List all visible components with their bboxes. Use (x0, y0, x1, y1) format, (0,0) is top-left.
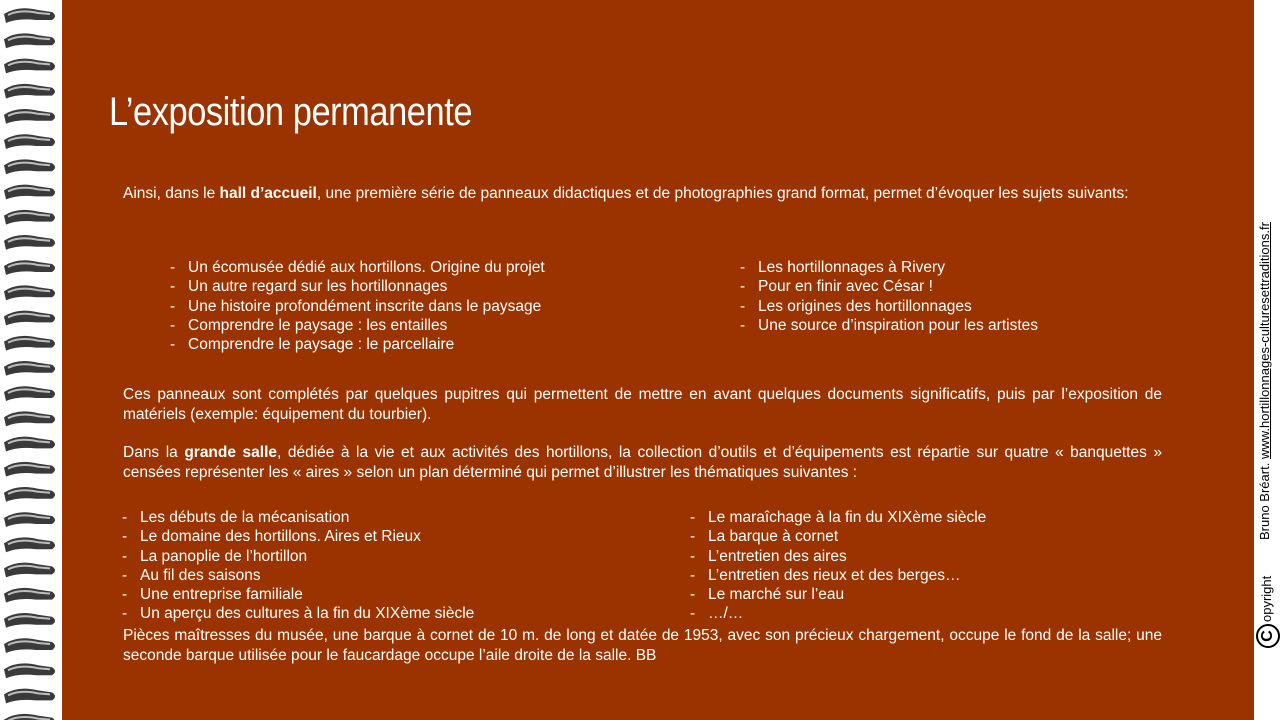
list-dash: - (170, 259, 176, 276)
list-item (122, 547, 474, 566)
list-dash: - (170, 297, 176, 315)
spiral-ring (4, 361, 55, 376)
list-item-text: Une entreprise familiale (140, 586, 303, 604)
spiral-ring (4, 689, 55, 704)
spiral-ring (4, 663, 55, 678)
spiral-ring (4, 260, 55, 275)
credit-url: www.hortillonnages-culturesettraditions.fr (1257, 222, 1272, 460)
credit-author: Bruno Bréart. (1257, 462, 1272, 540)
spiral-ring (4, 588, 55, 603)
list-item (690, 508, 986, 527)
list-item-text: Les hortillonnages à Rivery (758, 259, 945, 276)
grande-salle-paragraph (123, 443, 1162, 482)
spiral-ring (4, 8, 55, 23)
copyright-mark (1256, 548, 1280, 648)
list-item (122, 566, 474, 585)
list-dash: - (690, 586, 696, 604)
spiral-ring (4, 285, 55, 300)
intro-bold: hall d’accueil (219, 185, 317, 202)
list-dash: - (170, 278, 176, 296)
copyright-icon: C (1256, 624, 1280, 648)
list-item-text: Une source d’inspiration pour les artistes (758, 316, 1038, 334)
list-dash: - (122, 547, 128, 565)
list-dash: - (740, 297, 746, 315)
list-item (690, 604, 986, 623)
list-item-text: Le domaine des hortillons. Aires et Rieux (140, 528, 421, 546)
salle-bold: grande salle (184, 444, 277, 461)
list-item (690, 585, 986, 604)
spiral-ring (4, 210, 55, 225)
list-item-text: L’entretien des aires (708, 547, 847, 565)
list-item-text: Les débuts de la mécanisation (140, 509, 350, 526)
list-item-text: …/… (708, 605, 744, 623)
list-item (170, 258, 545, 277)
credit-text (1257, 222, 1272, 540)
spiral-ring (4, 134, 55, 149)
spiral-ring (4, 185, 55, 200)
list-item (122, 585, 474, 604)
list-dash: - (690, 566, 696, 584)
list-item-text: L’entretien des rieux et des berges… (708, 566, 961, 584)
hall-topics-list-right (740, 258, 1038, 335)
list-dash: - (690, 605, 696, 623)
list-item (690, 566, 986, 585)
list-item (740, 297, 1038, 316)
list-item-text: Un aperçu des cultures à la fin du XIXème siècle (140, 605, 475, 623)
list-item-text: La barque à cornet (708, 528, 839, 546)
spiral-ring (4, 59, 55, 74)
list-item (170, 335, 545, 354)
list-dash: - (740, 259, 746, 276)
list-item-text: La panoplie de l’hortillon (140, 547, 308, 565)
spiral-ring (4, 437, 55, 452)
slide-page (62, 0, 1254, 720)
pupitres-paragraph: Ces panneaux sont complétés par quelques pupitres qui permettent de mettre en avant quelques documents significatifs, puis par l’exposition de matériels (exemple: équipement du tourbier). (123, 386, 1162, 423)
spiral-ring (4, 311, 55, 326)
list-dash: - (690, 528, 696, 546)
list-item (122, 508, 474, 527)
spiral-ring (4, 487, 55, 502)
list-dash: - (170, 316, 176, 334)
spiral-rings-icon (0, 0, 62, 720)
list-item (170, 297, 545, 316)
list-item-text: Un écomusée dédié aux hortillons. Origine du projet (188, 259, 545, 276)
intro-paragraph (123, 184, 1162, 204)
intro-text-end: , une première série de panneaux didactiques et de photographies grand format, permet d’évoquer les sujets suivants: (316, 185, 1129, 202)
list-dash: - (170, 336, 176, 354)
list-item-text: Un autre regard sur les hortillonnages (188, 278, 448, 296)
list-item (122, 604, 474, 623)
list-dash: - (690, 509, 696, 526)
spiral-ring (4, 714, 55, 720)
spiral-ring (4, 411, 55, 426)
list-dash: - (122, 566, 128, 584)
list-item (740, 316, 1038, 335)
list-item (740, 277, 1038, 296)
salle-topics-list-right (690, 508, 986, 624)
spiral-ring (4, 537, 55, 552)
salle-topics-list-left (122, 508, 474, 624)
spiral-ring (4, 386, 55, 401)
spiral-binding (0, 0, 62, 720)
list-dash: - (122, 586, 128, 604)
list-item-text: Une histoire profondément inscrite dans le paysage (188, 297, 542, 315)
hall-topics-list-left (170, 258, 545, 354)
list-dash: - (690, 547, 696, 565)
spiral-ring (4, 336, 55, 351)
spiral-ring (4, 235, 55, 250)
list-item (122, 527, 474, 546)
page-title: L’exposition permanente (109, 90, 473, 134)
list-item (690, 527, 986, 546)
intro-text-start: Ainsi, dans le (123, 185, 220, 202)
salle-text-start: Dans la (123, 444, 185, 461)
spiral-ring (4, 109, 55, 124)
list-dash: - (122, 605, 128, 623)
spiral-ring (4, 512, 55, 527)
copyright-word: opyright (1259, 575, 1274, 622)
list-item-text: Pour en finir avec César ! (758, 278, 933, 296)
list-item-text: Le marché sur l’eau (708, 586, 845, 604)
spiral-ring (4, 462, 55, 477)
list-item-text: Comprendre le paysage : le parcellaire (188, 336, 455, 354)
list-dash: - (122, 528, 128, 546)
spiral-ring (4, 33, 55, 48)
list-item (690, 547, 986, 566)
salle-text-end: , dédiée à la vie et aux activités des hortillons, la collection d’outils et d’équipements est répartie sur quatre « banquettes » censées représenter les « aires » selon un plan déterminé qui permet d’illustrer les thématiques suivantes : (123, 444, 1162, 481)
spiral-ring (4, 84, 55, 99)
list-item-text: Comprendre le paysage : les entailles (188, 316, 448, 334)
spiral-ring (4, 563, 55, 578)
list-dash: - (740, 316, 746, 334)
closing-paragraph: Pièces maîtresses du musée, une barque à cornet de 10 m. de long et datée de 1953, avec son précieux chargement, occupe le fond de la salle; une seconde barque utilisée pour le faucardage occupe l’aile droite de la salle. BB (123, 627, 1162, 664)
list-dash: - (122, 509, 128, 526)
list-item-text: Au fil des saisons (140, 566, 261, 584)
spiral-ring (4, 159, 55, 174)
list-item-text: Le maraîchage à la fin du XIXème siècle (708, 509, 987, 526)
list-dash: - (740, 278, 746, 296)
list-item (170, 316, 545, 335)
spiral-ring (4, 638, 55, 653)
list-item (170, 277, 545, 296)
list-item-text: Les origines des hortillonnages (758, 297, 972, 315)
spiral-ring (4, 613, 55, 628)
list-item (740, 258, 1038, 277)
